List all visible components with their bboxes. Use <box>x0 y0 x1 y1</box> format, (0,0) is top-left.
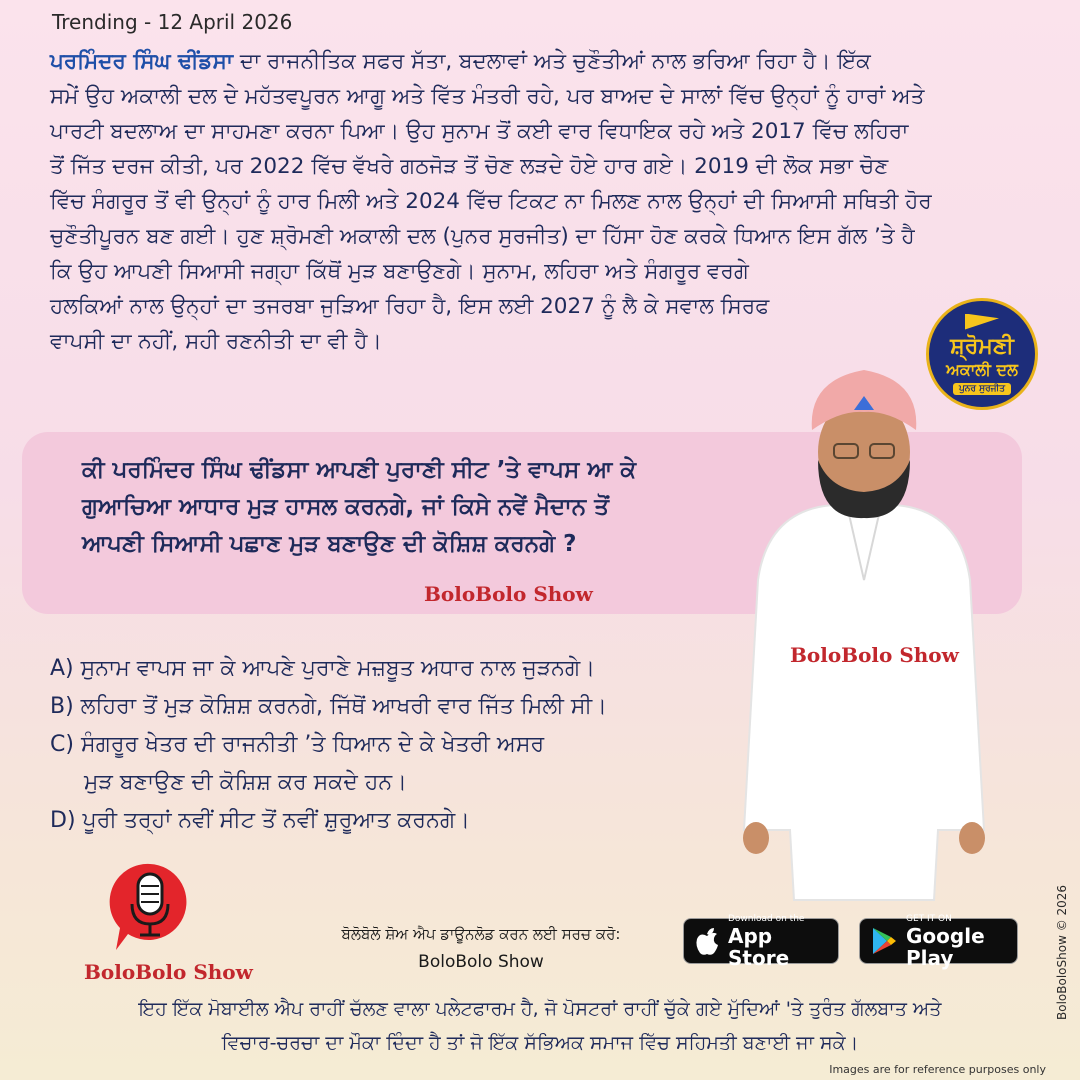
microphone-icon <box>108 860 192 956</box>
google-play-button[interactable] <box>859 913 1018 970</box>
politician-photo <box>738 360 990 908</box>
copyright-credit: BoloBoloShow © 2026 <box>1055 884 1069 1020</box>
option-c-continuation[interactable]: ਮੁੜ ਬਣਾਉਣ ਦੀ ਕੋਸ਼ਿਸ਼ ਕਰ ਸਕਦੇ ਹਨ। <box>84 770 407 795</box>
google-play-small-label: GET IT ON <box>906 913 952 924</box>
app-search-hint <box>300 920 662 976</box>
search-term: BoloBolo Show <box>418 952 544 972</box>
trending-date: Trending - 12 April 2026 <box>52 10 293 34</box>
option-c[interactable]: C) ਸੰਗਰੂਰ ਖੇਤਰ ਦੀ ਰਾਜਨੀਤੀ ’ਤੇ ਧਿਆਨ ਦੇ ਕੇ ਖੇਤਰੀ ਅਸਰ <box>50 732 545 757</box>
option-b[interactable]: B) ਲਹਿਰਾ ਤੋਂ ਮੁੜ ਕੋਸ਼ਿਸ਼ ਕਰਨਗੇ, ਜਿੱਥੋਂ ਆਖਰੀ ਵਾਰ ਜਿੱਤ ਮਿਲੀ ਸੀ। <box>50 694 607 719</box>
intro-line: ਤੋਂ ਜਿੱਤ ਦਰਜ ਕੀਤੀ, ਪਰ 2022 ਵਿੱਚ ਵੱਖਰੇ ਗਠਜੋੜ ਤੋਂ ਚੋਣ ਲੜਦੇ ਹੋਏ ਹਾਰ ਗਏ। 2019 ਦੀ ਲੋਕ ਸਭਾ ਚੋਣ <box>50 154 889 179</box>
app-store-small-label: Download on the <box>728 913 805 924</box>
poll-question <box>82 452 762 563</box>
intro-paragraph <box>50 44 1040 359</box>
disclaimer: Images are for reference purposes only <box>829 1063 1046 1076</box>
intro-line: ਚੁਣੌਤੀਪੂਰਨ ਬਣ ਗਈ। ਹੁਣ ਸ਼੍ਰੋਮਣੀ ਅਕਾਲੀ ਦਲ (ਪੁਨਰ ਸੁਰਜੀਤ) ਦਾ ਹਿੱਸਾ ਹੋਣ ਕਰਕੇ ਧਿਆਨ ਇਸ ਗੱਲ ’ਤੇ ਹੈ <box>50 224 915 249</box>
party-logo-line: ਸ਼੍ਰੋਮਣੀ <box>950 333 1014 359</box>
google-play-icon <box>870 926 898 956</box>
app-store-button[interactable] <box>683 913 839 970</box>
option-a[interactable]: A) ਸੁਨਾਮ ਵਾਪਸ ਜਾ ਕੇ ਆਪਣੇ ਪੁਰਾਣੇ ਮਜ਼ਬੂਤ ਅਧਾਰ ਨਾਲ ਜੁੜਨਗੇ। <box>50 656 596 681</box>
platform-description <box>50 992 1030 1060</box>
description-line: ਇਹ ਇੱਕ ਮੋਬਾਈਲ ਐਪ ਰਾਹੀਂ ਚੱਲਣ ਵਾਲਾ ਪਲੇਟਫਾਰਮ ਹੈ, ਜੋ ਪੋਸਟਰਾਂ ਰਾਹੀਂ ਚੁੱਕੇ ਗਏ ਮੁੱਦਿਆਂ 'ਤੇ ਤੁਰੰਤ ਗੱਲਬਾਤ ਅਤੇ <box>138 998 942 1020</box>
flag-icon <box>965 314 999 330</box>
search-hint-text: ਬੋਲੋਬੋਲੋ ਸ਼ੋਅ ਐਪ ਡਾਊਨਲੋਡ ਕਰਨ ਲਈ ਸਰਚ ਕਰੋ: <box>341 925 621 943</box>
intro-line: ਵਾਪਸੀ ਦਾ ਨਹੀਂ, ਸਹੀ ਰਣਨੀਤੀ ਦਾ ਵੀ ਹੈ। <box>50 329 382 354</box>
intro-line: ਦਾ ਰਾਜਨੀਤਿਕ ਸਫਰ ਸੱਤਾ, ਬਦਲਾਵਾਂ ਅਤੇ ਚੁਣੌਤੀਆਂ ਨਾਲ ਭਰਿਆ ਰਿਹਾ ਹੈ। ਇੱਕ <box>233 49 871 74</box>
intro-line: ਪਾਰਟੀ ਬਦਲਾਅ ਦਾ ਸਾਹਮਣਾ ਕਰਨਾ ਪਿਆ। ਉਹ ਸੁਨਾਮ ਤੋਂ ਕਈ ਵਾਰ ਵਿਧਾਇਕ ਰਹੇ ਅਤੇ 2017 ਵਿੱਚ ਲਹਿਰਾ <box>50 119 909 144</box>
politician-name: ਪਰਮਿੰਦਰ ਸਿੰਘ ਢੀਂਡਸਾ <box>50 49 233 74</box>
intro-line: ਸਮੇਂ ਉਹ ਅਕਾਲੀ ਦਲ ਦੇ ਮਹੱਤਵਪੂਰਨ ਆਗੂ ਅਤੇ ਵਿੱਤ ਮੰਤਰੀ ਰਹੇ, ਪਰ ਬਾਅਦ ਦੇ ਸਾਲਾਂ ਵਿੱਚ ਉਨ੍ਹਾਂ ਨੂੰ ਹਾਰਾਂ ਅਤੇ <box>50 84 925 109</box>
question-line: ਆਪਣੀ ਸਿਆਸੀ ਪਛਾਣ ਮੁੜ ਬਣਾਉਣ ਦੀ ਕੋਸ਼ਿਸ਼ ਕਰਨਗੇ ? <box>82 531 577 557</box>
intro-line: ਹਲਕਿਆਂ ਨਾਲ ਉਨ੍ਹਾਂ ਦਾ ਤਜਰਬਾ ਜੁੜਿਆ ਰਿਹਾ ਹੈ, ਇਸ ਲਈ 2027 ਨੂੰ ਲੈ ਕੇ ਸਵਾਲ ਸਿਰਫ <box>50 294 770 319</box>
watermark: BoloBolo Show <box>424 582 593 606</box>
intro-line: ਕਿ ਉਹ ਆਪਣੀ ਸਿਆਸੀ ਜਗ੍ਹਾ ਕਿੱਥੋਂ ਮੁੜ ਬਣਾਉਣਗੇ। ਸੁਨਾਮ, ਲਹਿਰਾ ਅਤੇ ਸੰਗਰੂਰ ਵਰਗੇ <box>50 259 749 284</box>
party-logo-line: ਪੁਨਰ ਸੁਰਜੀਤ <box>953 383 1011 395</box>
question-line: ਗੁਆਚਿਆ ਆਧਾਰ ਮੁੜ ਹਾਸਲ ਕਰਨਗੇ, ਜਾਂ ਕਿਸੇ ਨਵੇਂ ਮੈਦਾਨ ਤੋਂ <box>82 494 609 520</box>
question-line: ਕੀ ਪਰਮਿੰਦਰ ਸਿੰਘ ਢੀਂਡਸਾ ਆਪਣੀ ਪੁਰਾਣੀ ਸੀਟ ’ਤੇ ਵਾਪਸ ਆ ਕੇ <box>82 457 637 483</box>
description-line: ਵਿਚਾਰ-ਚਰਚਾ ਦਾ ਮੌਕਾ ਦਿੰਦਾ ਹੈ ਤਾਂ ਜੋ ਇੱਕ ਸੱਭਿਅਕ ਸਮਾਜ ਵਿੱਚ ਸਹਿਮਤੀ ਬਣਾਈ ਜਾ ਸਕੇ। <box>221 1032 859 1054</box>
option-d[interactable]: D) ਪੂਰੀ ਤਰ੍ਹਾਂ ਨਵੀਂ ਸੀਟ ਤੋਂ ਨਵੀਂ ਸ਼ੁਰੂਆਤ ਕਰਨਗੇ। <box>50 808 470 833</box>
apple-icon <box>694 926 720 956</box>
app-store-label: App Store <box>728 923 790 970</box>
poll-options <box>50 650 750 840</box>
google-play-label: Google Play <box>906 923 985 970</box>
intro-line: ਵਿੱਚ ਸੰਗਰੂਰ ਤੋਂ ਵੀ ਉਨ੍ਹਾਂ ਨੂੰ ਹਾਰ ਮਿਲੀ ਅਤੇ 2024 ਵਿੱਚ ਟਿਕਟ ਨਾ ਮਿਲਣ ਨਾਲ ਉਨ੍ਹਾਂ ਦੀ ਸਿਆਸੀ ਸਥਿਤੀ ਹੋਰ <box>50 189 932 214</box>
watermark: BoloBolo Show <box>790 643 959 667</box>
brand-logo-text: BoloBolo Show <box>84 960 253 984</box>
party-logo-line: ਅਕਾਲੀ ਦਲ <box>946 359 1018 379</box>
